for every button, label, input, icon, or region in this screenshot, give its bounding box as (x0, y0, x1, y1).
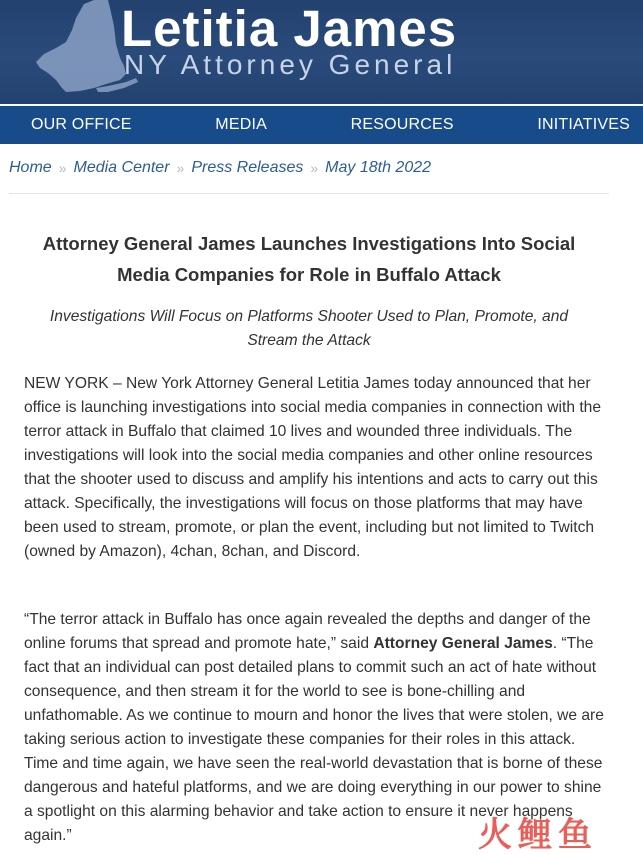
breadcrumb-date[interactable]: May 18th 2022 (325, 159, 432, 176)
quote-text-end: . “The fact that an individual can post detailed plans to commit such an act of hate without consequence, and then stream it for the world to see is bone-chilling and unfathomable. As we continue to mourn and honor the lives that were stolen, we are taking serious action to investigate these companies for their roles in this attack. Time and time again, we have seen the real-world devastation that is borne of these dangerous and hateful platforms, and we are doing everything in our power to shine a spotlight on this alarming behavior and take action to ensure it never happens again.” (24, 635, 604, 844)
site-subtitle: NY Attorney General (124, 49, 457, 80)
article-title: Attorney General James Launches Investigations Into Social Media Companies for Role in Buffalo Attack (42, 233, 576, 285)
nav-item-initiatives[interactable]: INITIATIVES (537, 116, 630, 133)
speaker-name: Attorney General James (373, 635, 553, 652)
breadcrumb-home[interactable]: Home (9, 159, 52, 176)
breadcrumb (9, 159, 431, 177)
article-subtitle: Investigations Will Focus on Platforms Shooter Used to Plan, Promote, and Stream the Attack (49, 308, 569, 349)
breadcrumb-media-center[interactable]: Media Center (73, 159, 170, 176)
breadcrumb-separator: » (310, 160, 319, 176)
site-header (0, 0, 643, 104)
svg-text:火鲤鱼: 火鲤鱼 (478, 815, 598, 854)
watermark-logo (476, 810, 636, 854)
content-divider (9, 193, 609, 194)
nav-item-our-office[interactable]: OUR OFFICE (31, 116, 132, 133)
nav-item-media[interactable]: MEDIA (215, 116, 267, 133)
main-nav (0, 106, 643, 144)
breadcrumb-press-releases[interactable]: Press Releases (191, 159, 304, 176)
breadcrumb-separator: » (58, 160, 67, 176)
breadcrumb-separator: » (176, 160, 185, 176)
article-paragraph-1: NEW YORK – New York Attorney General Letitia James today announced that her office is launching investigations into social media companies in connection with the terror attack in Buffalo that claimed 10 lives and wounded three individuals. The investigations will look into the social media companies and other online resources that the shooter used to discuss and amplify his intentions and acts to carry out this attack. Specifically, the investigations will focus on those platforms that may have been used to stream, promote, or plan the event, including but not limited to Twitch (owned by Amazon), 4chan, 8chan, and Discord. (24, 375, 602, 560)
nav-item-resources[interactable]: RESOURCES (350, 116, 454, 133)
quote-text-start: “The terror attack in Buffalo has once again revealed the depths and danger of the online forums that spread and promote hate,” said (24, 611, 591, 652)
site-title[interactable]: Letitia James (121, 0, 458, 57)
